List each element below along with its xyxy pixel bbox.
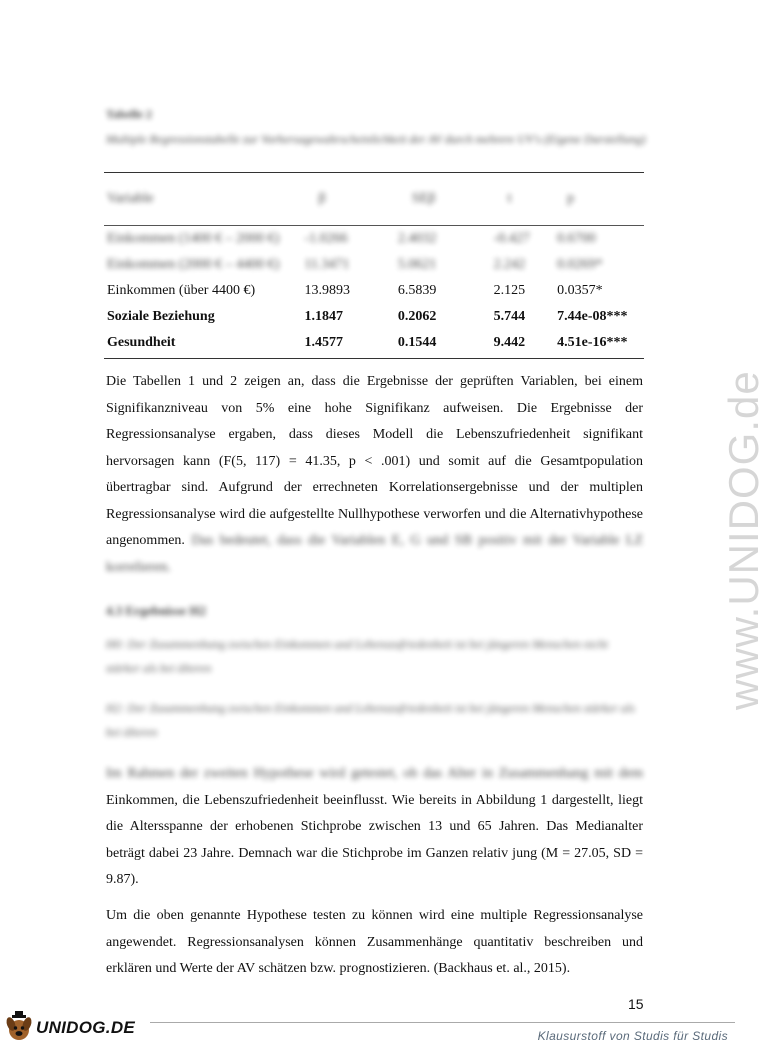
table-header-row	[104, 172, 644, 226]
cell-variable: Einkommen (über 4400 €)	[107, 283, 256, 298]
table-row	[104, 330, 644, 356]
watermark: www.UNIDOG.de	[720, 370, 767, 710]
cell-variable: Einkommen (2000 € – 4400 €)	[107, 257, 280, 272]
table-row	[104, 278, 644, 304]
cell-beta: 1.1847	[304, 309, 343, 324]
cell-p: 0.0269*	[557, 257, 603, 272]
cell-p: 0.6700	[557, 231, 596, 246]
regression-table	[104, 172, 644, 356]
header-t: t	[507, 191, 512, 206]
cell-t: 2.125	[493, 283, 526, 298]
unidog-logo	[4, 1010, 135, 1042]
table-label: Tabelle 2	[106, 107, 152, 121]
footer-divider	[150, 1022, 735, 1023]
results-blurred-tail: Das bedeutet, dass die Variablen E, G und SB positiv mit der Variable LZ korrelieren.	[106, 533, 644, 575]
hypothesis-h0: H0: Der Zusammenhang zwischen Einkommen und Lebenszufriedenheit ist bei jüngeren Menschen nicht stärker als bei älteren	[106, 637, 608, 675]
cell-se: 5.0621	[397, 257, 437, 272]
cell-t: 9.442	[493, 335, 526, 350]
method-text: Um die oben genannte Hypothese testen zu können wird eine multiple Regressionsanalyse angewendet. Regressionsanalysen können Zusammenhänge quantitativ beschreiben und erklären und Werte der AV schätzen bzw. prognostizieren. (Backhaus et. al., 2015).	[106, 908, 643, 976]
age-blurred-head: Im Rahmen der zweiten Hypothese wird getestet, ob das Alter in Zusammenhang mit dem	[106, 766, 643, 781]
table-row	[104, 226, 644, 252]
cell-se: 0.2062	[397, 309, 437, 324]
cell-p: 4.51e-16***	[557, 335, 628, 350]
cell-se: 0.1544	[397, 335, 437, 350]
results-paragraph	[106, 369, 643, 581]
age-text: Einkommen, die Lebenszufriedenheit beeinflusst. Wie bereits in Abbildung 1 dargestellt, liegt die Altersspanne der erhobenen Stichprobe zwischen 13 und 65 Jahren. Das Medianalter beträgt dabei 23 Jahre. Demnach war die Stichprobe im Ganzen relativ jung (M = 27.05, SD = 9.87).	[106, 792, 643, 887]
cell-beta: 11.3471	[304, 257, 350, 272]
cell-variable: Einkommen (1400 € – 2000 €)	[107, 231, 280, 246]
cell-variable: Soziale Beziehung	[107, 309, 215, 324]
logo-text: UNIDOG.DE	[36, 1018, 136, 1037]
hypothesis-h2: H2: Der Zusammenhang zwischen Einkommen und Lebenszufriedenheit ist bei jüngeren Menschen stärker als bei älteren	[106, 701, 635, 739]
cell-t: -0.427	[493, 231, 530, 246]
method-paragraph	[106, 903, 643, 983]
cell-se: 6.5839	[397, 283, 437, 298]
page-number: 15	[628, 996, 644, 1012]
cell-p: 0.0357*	[557, 283, 603, 298]
table-bottom-rule	[104, 358, 644, 359]
cell-beta: -1.0266	[304, 231, 348, 246]
cell-variable: Gesundheit	[107, 335, 176, 350]
dog-mascot-icon	[4, 1010, 34, 1042]
results-text: Die Tabellen 1 und 2 zeigen an, dass die Ergebnisse der geprüften Variablen, bei einem Signifikanzniveau von 5% eine hohe Signifikanz aufweisen. Die Ergebnisse der Regressionsanalyse ergaben, dass dieses Modell die Lebenszufriedenheit signifikant hervorsagen kann (F(5, 117) = 41.35, p < .001) und somit auf die Gesamtpopulation übertragbar sind. Aufgrund der errechneten Korrelationsergebnisse und der multiplen Regressionsanalyse wird die aufgestellte Nullhypothese verworfen und die Alternativhypothese angenommen.	[106, 374, 643, 548]
header-variable: Variable	[107, 191, 154, 206]
cell-se: 2.4032	[397, 231, 437, 246]
header-se: SEβ	[411, 191, 436, 206]
cell-beta: 13.9893	[304, 283, 350, 298]
section-heading: 4.3 Ergebnisse H2	[106, 603, 207, 618]
age-paragraph	[106, 761, 643, 894]
table-row	[104, 252, 644, 278]
cell-t: 2.242	[493, 257, 526, 272]
cell-p: 7.44e-08***	[557, 309, 628, 324]
table-row	[104, 304, 644, 330]
header-beta: β	[318, 191, 326, 206]
footer-tagline: Klausurstoff von Studis für Studis	[537, 1029, 728, 1043]
cell-t: 5.744	[493, 309, 526, 324]
header-p: p	[567, 191, 575, 206]
cell-beta: 1.4577	[304, 335, 343, 350]
table-caption: Multiple Regressionstabelle zur Vorhersagewahrscheinlichkeit der AV durch mehrere UV's (Eigene Darstellung)	[106, 132, 646, 146]
